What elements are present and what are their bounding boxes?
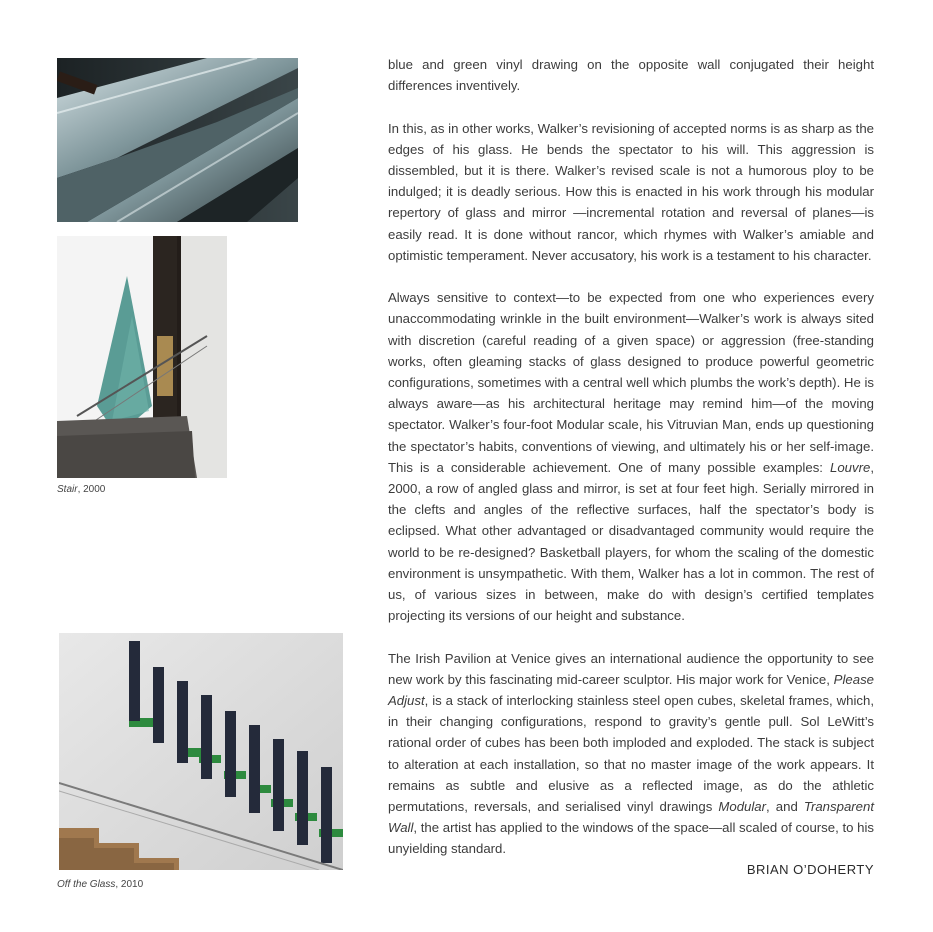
paragraph-2: In this, as in other works, Walker’s revisioning of accepted norms is as sharp as the edges of his glass. He bends the spectator to his will. This aggression is dissembled, but it is there. Walker’s revised scale is not a humorous ploy to be indulged; it is deadly serious. How this is enacted in his work through his modular repertory of glass and mirror —incremental rotation and reversal of planes—is easily read. It is done without rancor, which rhymes with Walker’s amiable and optimistic temperament. Never accusatory, his work is a testament to his character. bbox=[388, 120, 874, 263]
paragraph-1: blue and green vinyl drawing on the opposite wall conjugated their height differences inventively. bbox=[388, 57, 874, 94]
stair-caption-year: , 2000 bbox=[77, 484, 106, 495]
off-the-glass-caption-title: Off the Glass bbox=[57, 879, 116, 890]
modular-title: Modular bbox=[718, 799, 767, 815]
paragraph-4-part-a: The Irish Pavilion at Venice gives an international audience the opportunity to see new work by this fascinating mid-career sculptor. His major work for Venice, bbox=[388, 650, 874, 687]
off-the-glass-caption-year: , 2010 bbox=[115, 879, 144, 890]
louvre-title: Louvre bbox=[830, 459, 871, 475]
paragraph-4-part-c: , and bbox=[766, 799, 804, 815]
please-adjust-title: Please Adjust bbox=[388, 671, 874, 709]
stair-photo bbox=[57, 236, 227, 478]
off-the-glass-caption bbox=[57, 879, 143, 890]
paragraph-3-part-a: Always sensitive to context—to be expected from one who experiences every unaccommodating wrinkle in the built environment—Walker’s work is always sited with discretion (careful reading of a given space) or aggression (free-standing works, often gleaming stacks of glass designed to produce powerful geometric configurations, sometimes with a central well which plumbs the work’s depth). He is always aware—as his architectural heritage may remind him—of the moving spectator. Walker’s four-foot Modular scale, his Vitruvian Man, ends up questioning the spectator’s habits, conventions of viewing, and ultimately his or her self-image. This is a considerable achievement. One of many possible examples: bbox=[388, 290, 874, 475]
article-body bbox=[388, 54, 874, 881]
paragraph-4-part-d: , the artist has applied to the windows of the space—all scaled of course, to his unyielding standard. bbox=[388, 820, 874, 857]
stair-caption-title: Stair bbox=[57, 484, 78, 495]
glass-closeup-photo bbox=[57, 58, 298, 222]
paragraph-3 bbox=[388, 287, 874, 626]
transparent-wall-title: Transparent Wall bbox=[388, 799, 874, 836]
stair-caption bbox=[57, 484, 105, 495]
paragraph-4-part-b: , is a stack of interlocking stainless steel open cubes, skeletal frames, which, in their changing configurations, respond to gravity’s gentle pull. Sol LeWitt’s rational order of cubes has been both imploded and exploded. The stack is subject to alteration at each installation, so that no master image of the work appears. It remains as subtle and elusive as a reflected image, as do the athletic permutations, reversals, and serialised vinyl drawings bbox=[388, 693, 874, 815]
author-signature: BRIAN O’DOHERTY bbox=[746, 862, 874, 877]
off-the-glass-photo bbox=[59, 633, 343, 870]
paragraph-3-part-b: , 2000, a row of angled glass and mirror, is set at four feet high. Serially mirrored in the clefts and angles of the reflective surfaces, half the spectator’s body is eclipsed. What other advantaged or disadvantaged community would require the world to be re-designed? Basketball players, for whom the scaling of the domestic environment is unsympathetic. With them, Walker has a lot in common. The rest of us, of various sizes in between, make do with design’s certified templates projecting its versions of our height and substance. bbox=[388, 459, 874, 624]
paragraph-4 bbox=[388, 648, 874, 860]
